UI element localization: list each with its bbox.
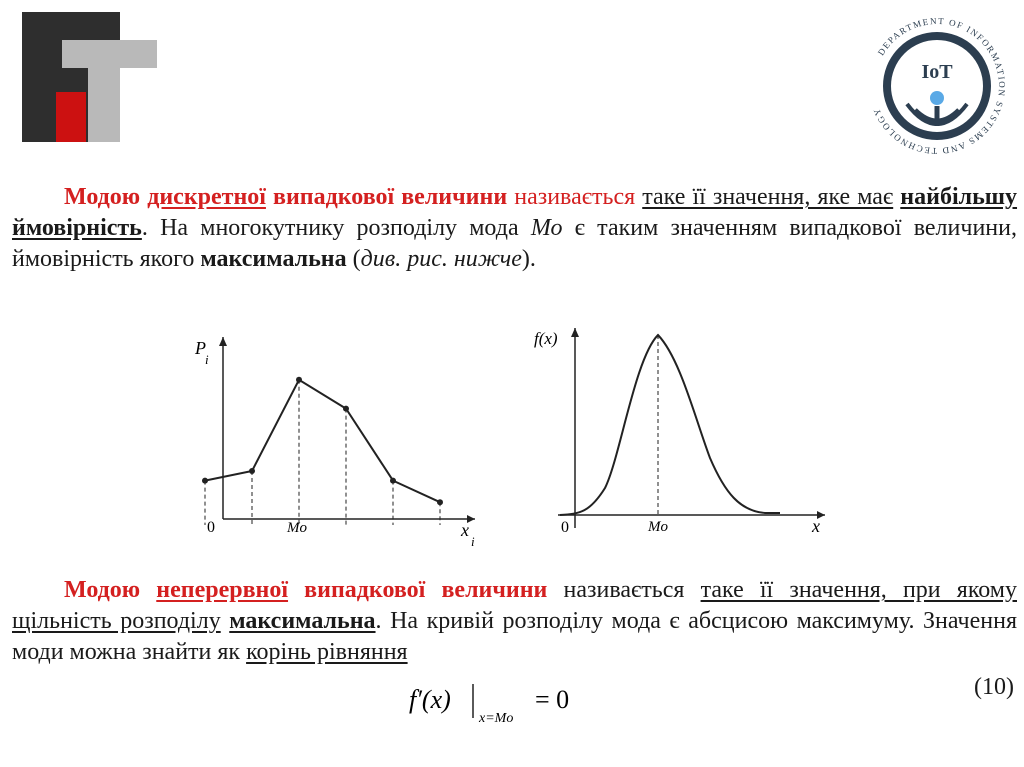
- svg-text:f(x): f(x): [534, 329, 558, 348]
- svg-text:P: P: [195, 338, 206, 358]
- svg-text:= 0: = 0: [535, 685, 570, 714]
- svg-text:Mo: Mo: [648, 519, 668, 535]
- svg-text:x: x: [461, 520, 469, 540]
- discrete-mode-definition: Модою дискретної випадкової величини називається таке її значення, яке має найбільшу ймовірність. На многокутнику розподілу мода Мо є таким значенням випадкової величини, ймовірність якого максимальна (див. рис. нижче).: [12, 184, 1018, 272]
- svg-text:DEPARTMENT OF INFORMATION SYST: DEPARTMENT OF INFORMATION SYSTEMS AND TECHNOLOGY: [871, 15, 1008, 157]
- svg-text:IoT: IoT: [921, 61, 953, 83]
- continuous-mode-definition: Модою неперервної випадкової величини називається таке її значення, при якому щільність розподілу максимальна. На кривій розподілу мода є абсцисою максимуму. Значення моди можна знайти як корінь рівняння: [12, 577, 1018, 665]
- polygon-point: [202, 478, 208, 484]
- distribution-polygon-graph: [185, 322, 485, 552]
- svg-text:i: i: [205, 352, 209, 367]
- polygon-point: [249, 468, 255, 474]
- equation-number: (10): [974, 674, 1014, 700]
- polygon-series: [202, 377, 443, 525]
- mode-equation: [405, 678, 595, 728]
- polygon-point: [296, 377, 302, 383]
- svg-text:f′(x): f′(x): [409, 685, 451, 714]
- density-curve-graph: [530, 318, 830, 548]
- iot-department-logo: [857, 6, 1017, 166]
- ft-logo: [22, 12, 157, 147]
- polygon-point: [437, 499, 443, 505]
- svg-text:0: 0: [207, 519, 215, 536]
- svg-text:i: i: [471, 534, 475, 549]
- polygon-point: [343, 406, 349, 412]
- svg-text:x=Mo: x=Mo: [479, 711, 514, 726]
- density-curve: [560, 335, 780, 515]
- svg-text:x: x: [812, 516, 820, 536]
- svg-text:0: 0: [561, 519, 569, 536]
- polygon-line: [205, 380, 440, 502]
- polygon-point: [390, 478, 396, 484]
- svg-text:Mo: Mo: [287, 520, 307, 536]
